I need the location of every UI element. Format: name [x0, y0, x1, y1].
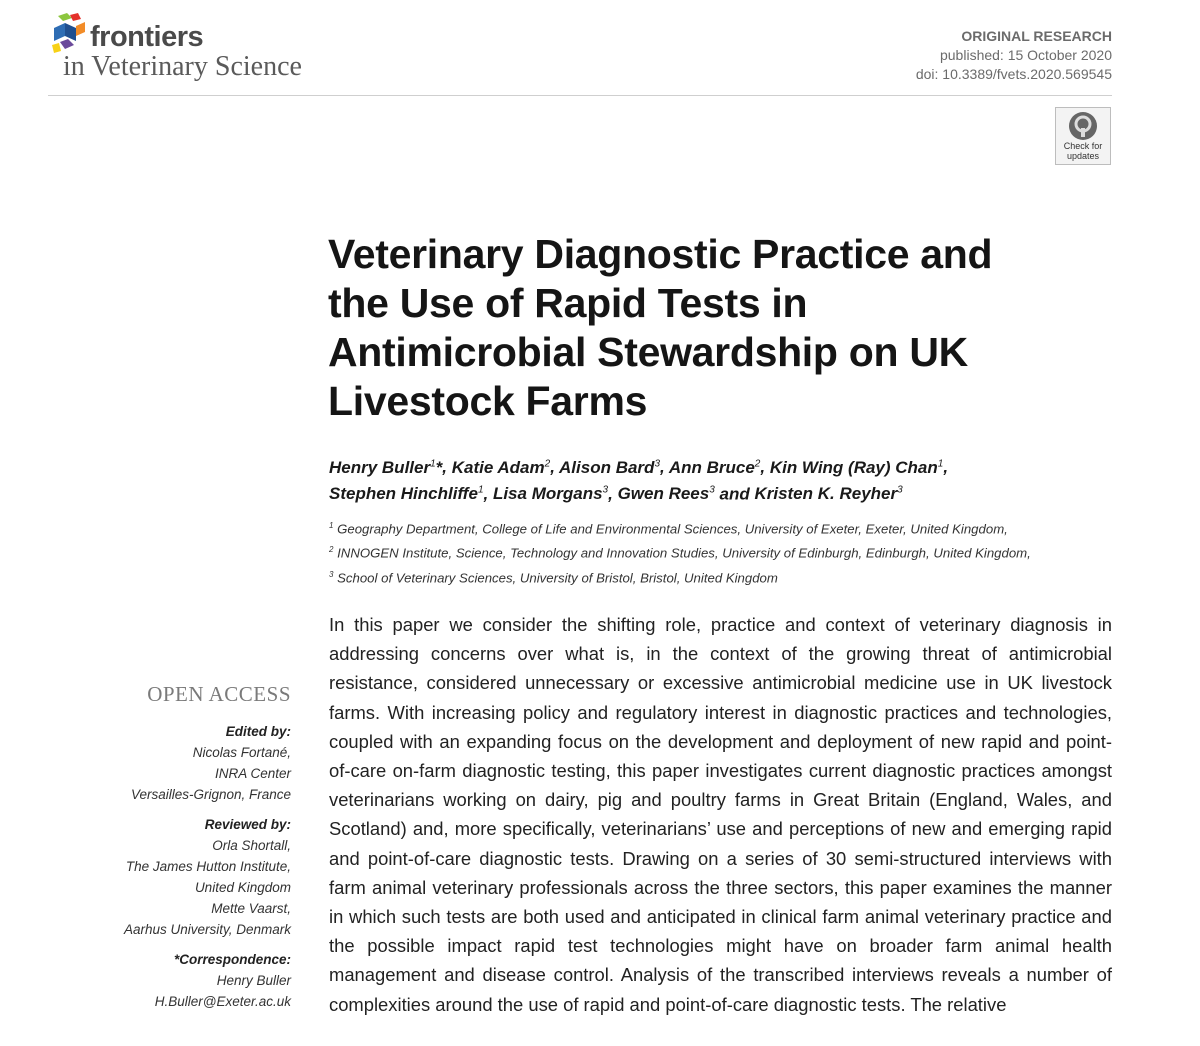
- abstract: In this paper we consider the shifting role, practice and context of veterinary diagnosis in addressing concerns over what is, in the context of the growing threat of antimicrobial resistance, considered unnecessary or excessive antimicrobial medicine use in UK livestock farms. With increasing policy and regulatory interest in diagnostic practices and technologies, coupled with an expanding focus on the development and deployment of new rapid and point-of-care on-farm diagnostic testing, this paper investigates current diagnostic practices amongst veterinarians working on dairy, pig and poultry farms in Great Britain (England, Wales, and Scotland) and, more specifically, veterinarians’ use and perceptions of new and emerging rapid and point-of-care diagnostic tests. Drawing on a series of 30 semi-structured interviews with farm animal veterinary professionals across the three sectors, this paper examines the manner in which such tests are both used and anticipated in clinical farm animal veterinary practice and the possible impact rapid test technologies might have on broader farm animal health management and disease control. Analysis of the transcribed interviews reveals a number of complexities around the use of rapid and point-of-care diagnostic tests. The relative: [329, 614, 1112, 1015]
- author-separator: and: [714, 484, 755, 504]
- affiliation-text: Geography Department, College of Life and Environmental Sciences, University of Exeter, Exeter, United Kingdom,: [337, 521, 1008, 537]
- reviewer-line: United Kingdom: [194, 880, 291, 895]
- frontiers-logo-icon: [48, 12, 92, 56]
- published-date: published: 15 October 2020: [939, 47, 1112, 63]
- author-separator: ,: [483, 484, 493, 504]
- article-type: ORIGINAL RESEARCH: [961, 28, 1112, 44]
- reviewed-by-heading: Reviewed by:: [204, 817, 291, 832]
- reviewer-line: The James Hutton Institute,: [125, 859, 291, 874]
- affiliation-sup: 3: [329, 569, 334, 579]
- author-line: [329, 479, 1089, 506]
- author[interactable]: [754, 484, 902, 503]
- affiliation-list: [329, 515, 1119, 588]
- check-updates-icon: [1068, 111, 1098, 141]
- author-name: Ann Bruce: [668, 457, 755, 477]
- author[interactable]: [493, 484, 608, 503]
- author-line: [329, 452, 1089, 479]
- author-name: Alison Bard: [559, 457, 655, 477]
- author[interactable]: [669, 458, 761, 477]
- reviewer-line: Orla Shortall,: [212, 838, 291, 853]
- affiliation-sup: 2: [329, 545, 334, 555]
- header-divider: [48, 95, 1112, 96]
- author-affil-sup: 2: [544, 458, 551, 469]
- article-meta: [916, 27, 1112, 84]
- author-name: Katie Adam: [451, 457, 545, 477]
- author-name: Kin Wing (Ray) Chan: [769, 457, 938, 477]
- author[interactable]: [618, 484, 715, 503]
- author-name: Lisa Morgans: [492, 484, 603, 504]
- reviewer-line: Aarhus University, Denmark: [123, 922, 291, 937]
- title-line: Livestock Farms: [328, 378, 648, 424]
- author-separator: ,: [442, 457, 452, 477]
- affiliation-text: INNOGEN Institute, Science, Technology and Innovation Studies, University of Edinburgh, Edinburgh, United Kingdom,: [337, 545, 1031, 561]
- author-separator: ,: [943, 457, 949, 477]
- check-label-2: updates: [1066, 151, 1100, 161]
- article-sidebar: [51, 680, 291, 1012]
- open-access-label: OPEN ACCESS: [147, 682, 291, 706]
- title-line: Veterinary Diagnostic Practice and: [328, 231, 993, 277]
- title-line: the Use of Rapid Tests in: [328, 280, 808, 326]
- author-name: Gwen Rees: [617, 484, 710, 504]
- affiliation: [329, 515, 1119, 539]
- correspondence-email[interactable]: H.Buller@Exeter.ac.uk: [154, 994, 291, 1009]
- author-affil-sup: 3: [897, 484, 903, 496]
- check-label-1: Check for: [1063, 141, 1103, 151]
- title-line: Antimicrobial Stewardship on UK: [328, 329, 968, 375]
- author-separator: ,: [550, 457, 560, 477]
- author-separator: ,: [760, 457, 770, 477]
- editor-line: Nicolas Fortané,: [192, 745, 291, 760]
- journal-brand: frontiers: [90, 21, 204, 53]
- affiliation-text: School of Veterinary Sciences, University of Bristol, Bristol, United Kingdom: [337, 570, 778, 586]
- edited-by-heading: Edited by:: [225, 724, 291, 739]
- journal-name: in Veterinary Science: [63, 51, 302, 82]
- affiliation-sup: 1: [329, 521, 334, 530]
- editor-line: Versailles-Grignon, France: [130, 787, 291, 802]
- author-affil-sup: 1: [477, 484, 484, 496]
- author-separator: ,: [660, 457, 669, 477]
- correspondence-name: Henry Buller: [216, 973, 291, 988]
- author[interactable]: [329, 484, 484, 503]
- author[interactable]: [329, 458, 442, 477]
- author-affil-sup: 3: [602, 484, 609, 496]
- author[interactable]: [559, 458, 660, 477]
- author-name: Stephen Hinchliffe: [329, 484, 478, 504]
- correspondence-heading: *Correspondence:: [173, 952, 291, 967]
- check-for-updates-button[interactable]: [1055, 107, 1111, 165]
- author-name: Kristen K. Reyher: [754, 484, 898, 504]
- affiliation: [329, 539, 1119, 563]
- author-name: Henry Buller: [329, 457, 431, 477]
- editor-line: INRA Center: [214, 766, 291, 781]
- author-affil-sup: 1: [430, 458, 436, 469]
- article-title: [328, 230, 1108, 426]
- author-affil-sup: 3: [709, 484, 715, 496]
- author[interactable]: [452, 458, 550, 477]
- corresponding-mark: *: [435, 457, 443, 477]
- author-affil-sup: 1: [937, 458, 944, 469]
- affiliation: [329, 564, 1119, 588]
- reviewer-line: Mette Vaarst,: [211, 901, 291, 916]
- author[interactable]: [770, 458, 944, 477]
- author-list: [329, 452, 1089, 505]
- author-affil-sup: 3: [654, 458, 660, 469]
- author-separator: ,: [608, 484, 618, 504]
- author-affil-sup: 2: [754, 458, 761, 469]
- doi[interactable]: doi: 10.3389/fvets.2020.569545: [915, 66, 1112, 82]
